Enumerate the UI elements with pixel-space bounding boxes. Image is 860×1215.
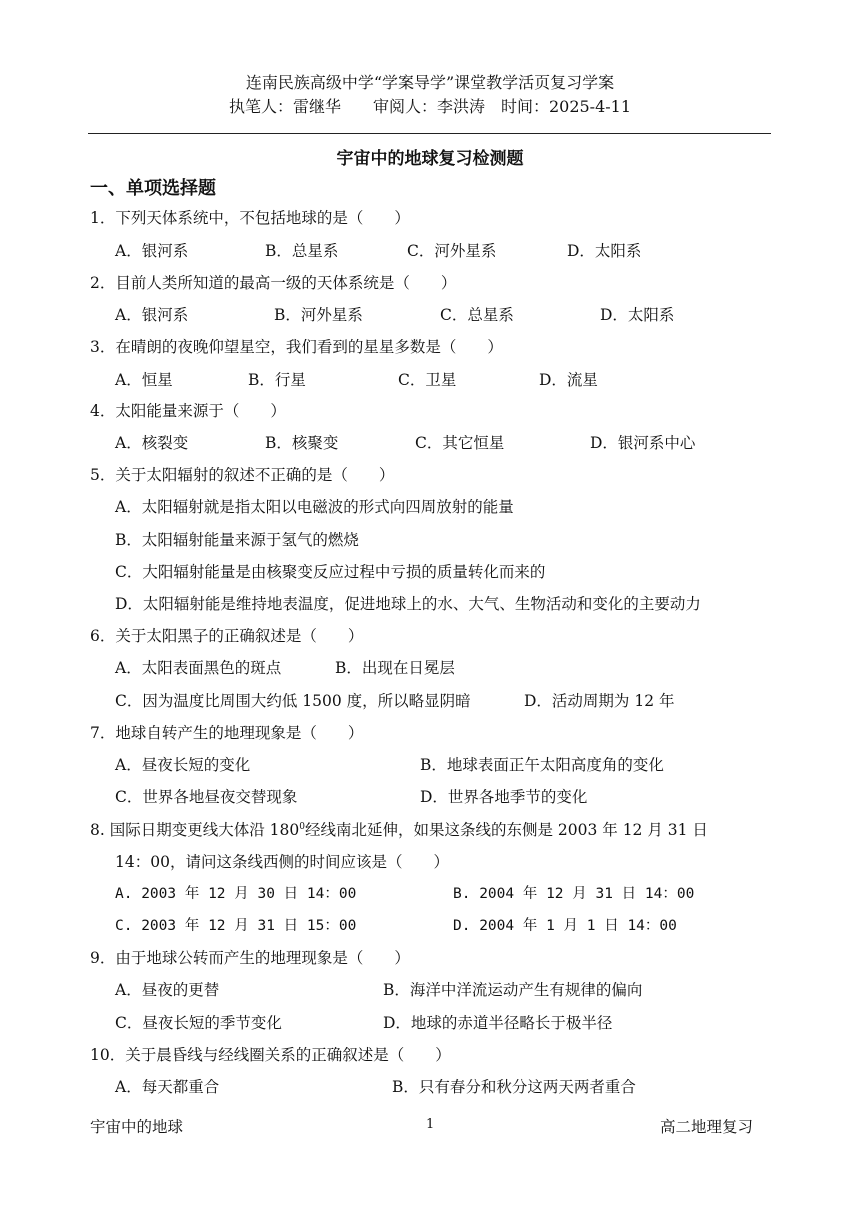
question-8-option-b: B. 2004 年 12 月 31 日 14：00 xyxy=(453,886,695,902)
question-2-option-b: B．河外星系 xyxy=(274,306,363,324)
question-6-option-a: A．太阳表面黑色的斑点 xyxy=(115,659,282,677)
question-1-stem: 1．下列天体系统中，不包括地球的是（ ） xyxy=(90,209,410,227)
question-8-stem-part1: 8. 国际日期变更线大体沿 180 xyxy=(90,821,300,839)
question-8-stem-part2: 经线南北延伸，如果这条线的东侧是 2003 年 12 月 31 日 xyxy=(304,821,708,839)
question-1-option-d: D．太阳系 xyxy=(567,242,642,260)
question-4-option-d: D．银河系中心 xyxy=(590,434,696,452)
question-4-stem: 4．太阳能量来源于（ ） xyxy=(90,402,286,420)
question-2-stem: 2．目前人类所知道的最高一级的天体系统是（ ） xyxy=(90,274,457,292)
question-10-option-a: A．每天都重合 xyxy=(115,1078,220,1096)
footer-left: 宇宙中的地球 xyxy=(90,1118,184,1136)
question-2-option-c: C．总星系 xyxy=(440,306,514,324)
header-author-line: 执笔人：雷继华 审阅人：李洪涛 时间：2025-4-11 xyxy=(228,97,632,116)
question-2-option-a: A．银河系 xyxy=(115,306,189,324)
question-6-option-b: B．出现在日冕层 xyxy=(335,659,455,677)
question-9-stem: 9．由于地球公转而产生的地理现象是（ ） xyxy=(90,949,410,967)
question-6-option-d: D．活动周期为 12 年 xyxy=(524,692,675,710)
question-7-option-d: D．世界各地季节的变化 xyxy=(420,788,588,806)
question-3-option-c: C．卫星 xyxy=(398,371,457,389)
question-8-option-d: D. 2004 年 1 月 1 日 14：00 xyxy=(453,918,677,934)
question-8-option-a: A. 2003 年 12 月 30 日 14：00 xyxy=(115,886,357,902)
page-title: 宇宙中的地球复习检测题 xyxy=(336,149,524,169)
footer-right: 高二地理复习 xyxy=(660,1118,754,1136)
page-number: 1 xyxy=(426,1117,435,1132)
question-10-option-b: B．只有春分和秋分这两天两者重合 xyxy=(392,1078,636,1096)
question-5-option-a: A．太阳辐射就是指太阳以电磁波的形式向四周放射的能量 xyxy=(115,498,514,516)
question-3-option-d: D．流星 xyxy=(539,371,598,389)
question-7-option-a: A．昼夜长短的变化 xyxy=(115,756,251,774)
question-9-option-b: B．海洋中洋流运动产生有规律的偏向 xyxy=(383,981,643,999)
question-4-option-a: A．核裂变 xyxy=(115,434,189,452)
question-1-option-a: A．银河系 xyxy=(115,242,189,260)
question-2-option-d: D．太阳系 xyxy=(600,306,675,324)
header-school-line: 连南民族高级中学“学案导学”课堂教学活页复习学案 xyxy=(245,73,615,92)
degree-superscript: 0 xyxy=(299,821,305,832)
question-8-option-c: C. 2003 年 12 月 31 日 15：00 xyxy=(115,918,357,934)
question-3-stem: 3．在晴朗的夜晚仰望星空，我们看到的星星多数是（ ） xyxy=(90,338,503,356)
question-1-option-b: B．总星系 xyxy=(265,242,339,260)
question-3-option-b: B．行星 xyxy=(248,371,306,389)
question-1-option-c: C．河外星系 xyxy=(407,242,497,260)
question-9-option-a: A．昼夜的更替 xyxy=(115,981,220,999)
question-10-stem: 10．关于晨昏线与经线圈关系的正确叙述是（ ） xyxy=(90,1046,451,1064)
question-7-option-b: B．地球表面正午太阳高度角的变化 xyxy=(420,756,664,774)
question-3-option-a: A．恒星 xyxy=(115,371,173,389)
question-9-option-d: D．地球的赤道半径略长于极半径 xyxy=(383,1014,613,1032)
header-divider xyxy=(88,133,771,134)
question-6-stem: 6．关于太阳黑子的正确叙述是（ ） xyxy=(90,627,364,645)
question-8-stem-line2: 14：00，请问这条线西侧的时间应该是（ ） xyxy=(115,853,449,871)
question-5-option-b: B．太阳辐射能量来源于氢气的燃烧 xyxy=(115,531,359,549)
question-5-option-c: C．大阳辐射能量是由核聚变反应过程中亏损的质量转化而来的 xyxy=(115,563,546,581)
question-6-option-c: C．因为温度比周围大约低 1500 度，所以略显阴暗 xyxy=(115,692,471,710)
question-7-stem: 7．地球自转产生的地理现象是（ ） xyxy=(90,724,364,742)
question-4-option-c: C．其它恒星 xyxy=(415,434,505,452)
question-7-option-c: C．世界各地昼夜交替现象 xyxy=(115,788,298,806)
section-heading: 一、单项选择题 xyxy=(90,178,216,199)
question-5-option-d: D．太阳辐射能是维持地表温度，促进地球上的水、大气、生物活动和变化的主要动力 xyxy=(115,595,701,613)
question-4-option-b: B．核聚变 xyxy=(265,434,339,452)
question-5-stem: 5．关于太阳辐射的叙述不正确的是（ ） xyxy=(90,466,395,484)
question-9-option-c: C．昼夜长短的季节变化 xyxy=(115,1014,282,1032)
question-8-stem xyxy=(90,818,708,840)
